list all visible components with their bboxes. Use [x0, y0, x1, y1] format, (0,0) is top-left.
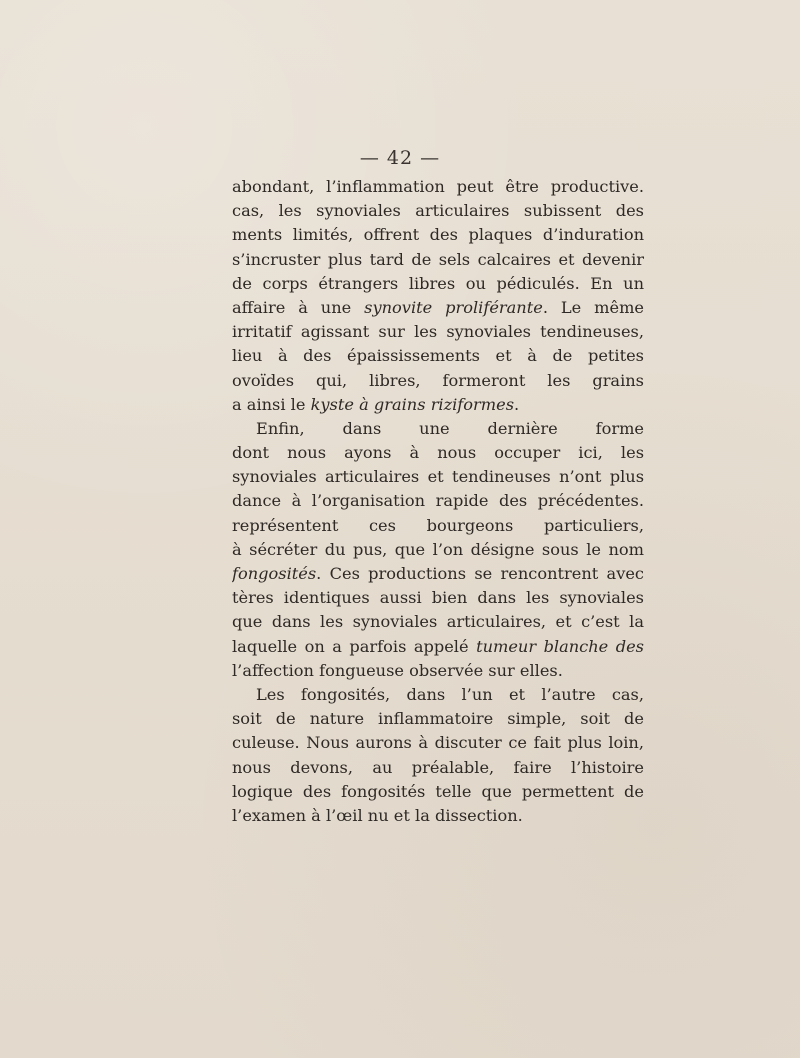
- text-line: [232, 320, 644, 344]
- text-segment: ments limités, offrent des plaques d’induration: [232, 225, 644, 245]
- text-segment: de corps étrangers libres ou pédiculés. En un: [232, 273, 644, 293]
- italic-text: synovite proliférante: [364, 297, 543, 317]
- text-segment: nous devons, au préalable, faire l’histoire: [232, 757, 644, 777]
- text-line: [232, 417, 644, 441]
- text-segment: abondant, l’inflammation peut être productive.: [232, 177, 644, 196]
- italic-text: fongosités: [232, 564, 317, 583]
- text-segment: s’incruster plus tard de sels calcaires et devenir: [232, 249, 644, 269]
- italic-text: kyste à grains riziformes: [310, 394, 515, 414]
- text-line: [232, 804, 644, 828]
- text-line: [232, 489, 644, 513]
- text-line: [232, 344, 644, 368]
- text-segment: a ainsi le: [232, 394, 311, 414]
- text-line: [232, 635, 644, 659]
- text-segment: soit de nature inflammatoire simple, soit de: [232, 709, 644, 729]
- text-segment: synoviales articulaires et tendineuses n’ont plus: [232, 467, 644, 487]
- text-segment: dont nous ayons à nous occuper ici, les: [232, 443, 644, 463]
- text-line: [232, 707, 644, 731]
- text-line: [232, 465, 644, 489]
- text-segment: lieu à des épaississements et à de petites: [232, 346, 644, 366]
- text-segment: que dans les synoviales articulaires, et c’est la: [232, 612, 644, 632]
- paragraph: [232, 683, 644, 828]
- text-segment: laquelle on a parfois appelé: [232, 636, 477, 656]
- text-segment: irritatif agissant sur les synoviales tendineuses,: [232, 322, 644, 342]
- text-line: [232, 441, 644, 465]
- text-segment: dance à l’organisation rapide des précédentes.: [232, 491, 644, 511]
- text-line: [232, 514, 644, 538]
- text-segment: cas, les synoviales articulaires subissent des: [232, 201, 644, 221]
- text-line: [232, 610, 644, 634]
- text-segment: .: [514, 394, 520, 414]
- text-line: [232, 369, 644, 393]
- text-segment: Enfin, dans une dernière forme: [256, 418, 644, 438]
- text-line: [232, 756, 644, 780]
- text-line: [232, 562, 644, 586]
- text-segment: logique des fongosités telle que permettent de: [232, 781, 644, 801]
- paragraph: [232, 417, 644, 683]
- paragraph: [232, 175, 644, 417]
- text-line: [232, 780, 644, 804]
- text-line: [232, 296, 644, 320]
- text-segment: . Ces productions se rencontrent avec: [316, 564, 644, 583]
- text-line: [232, 586, 644, 610]
- text-segment: l’affection fongueuse observée sur elles.: [232, 660, 563, 680]
- text-segment: l’examen à l’œil nu et la dissection.: [232, 805, 523, 825]
- text-segment: culeuse. Nous aurons à discuter ce fait plus loin,: [232, 733, 644, 753]
- text-line: [232, 223, 644, 247]
- text-segment: ovoïdes qui, libres, formeront les grains: [232, 370, 644, 390]
- text-line: [232, 248, 644, 272]
- text-segment: affaire à une: [232, 297, 365, 317]
- text-line: [232, 731, 644, 755]
- text-segment: Les fongosités, dans l’un et l’autre cas,: [256, 684, 644, 704]
- body-text: [232, 175, 644, 828]
- text-line: [232, 199, 644, 223]
- text-line: [232, 538, 644, 562]
- text-segment: . Le même: [542, 297, 644, 317]
- text-line: [232, 272, 644, 296]
- text-segment: à sécréter du pus, que l’on désigne sous le nom: [232, 539, 644, 559]
- text-line: [232, 175, 644, 199]
- page-number: — 42 —: [359, 147, 441, 169]
- italic-text: tumeur blanche des: [476, 636, 644, 656]
- text-segment: représentent ces bourgeons particuliers,: [232, 515, 644, 535]
- text-line: [232, 659, 644, 683]
- text-line: [232, 393, 644, 417]
- text-line: [232, 683, 644, 707]
- text-segment: tères identiques aussi bien dans les synoviales: [232, 588, 644, 608]
